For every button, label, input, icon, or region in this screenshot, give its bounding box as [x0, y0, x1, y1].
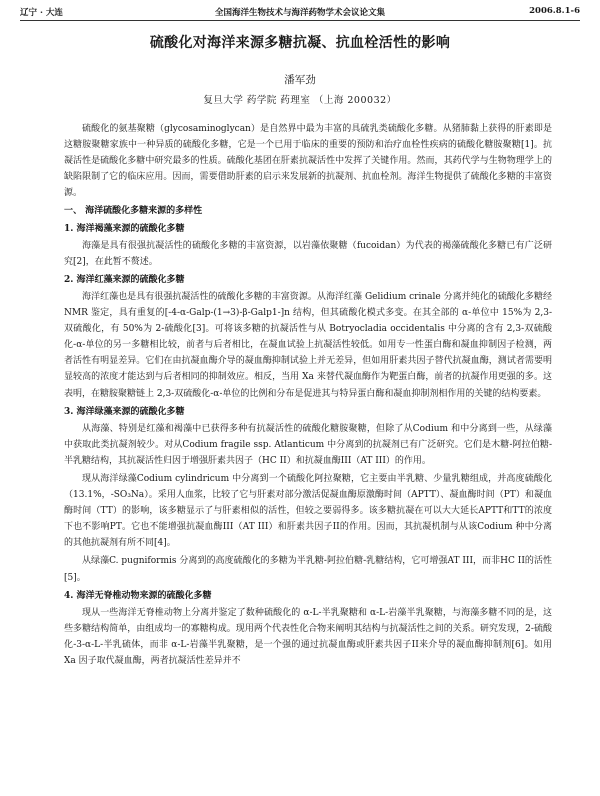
- article-body: [64, 121, 552, 671]
- header-conference: 全国海洋生物技术与海洋药物学术会议论文集: [214, 8, 385, 18]
- paragraph: 从绿藻C. pugniformis 分离到的高度硫酸化的多糖为半乳糖-阿拉伯糖-乳糖结构，它可增强AT III，而非HC II的活性[5]。: [64, 556, 552, 583]
- header-left: 辽宁 · 大连: [20, 8, 63, 18]
- subsection-heading: 3. 海洋绿藻来源的硫酸化多糖: [64, 406, 185, 417]
- author: 潘军劲: [284, 74, 316, 86]
- subsection-heading: 1. 海洋褐藻来源的硫酸化多糖: [64, 223, 185, 234]
- paragraph: 海洋红藻也是具有很强抗凝活性的硫酸化多糖的丰富资源。从海洋红藻 Gelidium crinale 分离并纯化的硫酸化多糖经 NMR 鉴定，具有重复的[-4-α-Galp-(1→3)-β-Galp1-]n 结构，但其硫酸化模式多变。在其全部的 α-单位中 15%为 2,3-双硫酸化，有 50%为 2-硫酸化[3]。可将该多糖的抗凝活性与从 Botryocladia occidentalis 中分离的含有 2,3-双硫酸化-α-单位的另一多糖相比较，前者与后者相比，在凝血试验上抗凝活性较低。如用专一性蛋白酶和凝血抑制因子检测，两者活性有明显差异。它们在由抗凝血酶介导的凝血酶抑制试验上并无差异，但如用肝素共因子替代抗凝血酶，测试者需要明显较高的浓度才能达到与后者相同的抑制效应。相反，当用 Xa 来替代凝血酶作为靶蛋白酶，前者的抗凝作用更强的多。这表明，在糖胺聚糖链上 2,3-双硫酸化-α-单位的比例和分布是促进其与特异蛋白酶和凝血抑制剂相作用的关键的结构要素。: [64, 291, 552, 399]
- running-header: [20, 4, 580, 21]
- section-heading: 一、 海洋硫酸化多糖来源的多样性: [64, 206, 203, 217]
- paper-title: 硫酸化对海洋来源多糖抗凝、抗血栓活性的影响: [149, 35, 451, 51]
- subsection-heading: 4. 海洋无脊椎动物来源的硫酸化多糖: [64, 590, 212, 601]
- paragraph: 海藻是具有很强抗凝活性的硫酸化多糖的丰富资源，以岩藻依聚糖（fucoidan）为代表的褐藻硫酸化多糖已有广泛研究[2]，在此暂不赘述。: [64, 240, 552, 267]
- paragraph: 现从一些海洋无脊椎动物上分离并鉴定了数种硫酸化的 α-L-半乳聚糖和 α-L-岩藻半乳聚糖，与海藻多糖不同的是，这些多糖结构简单，由组成均一的寡糖构成。现用两个代表性化合物来阐明其结构与抗凝活性之间的关系。研究发现，2-硫酸化-3-α-L-半乳硫体，而非 α-L-岩藻半乳聚糖，是一个强的通过抗凝血酶或肝素共因子II来介导的凝血酶抑制剂[6]。如用 Xa 因子取代凝血酶，两者抗凝活性差异并不: [64, 607, 552, 666]
- affiliation: 复旦大学 药学院 药理室 （上海 200032）: [203, 95, 397, 106]
- header-date: 2006.8.1-6: [529, 6, 580, 16]
- intro-paragraph: 硫酸化的氨基聚糖（glycosaminoglycan）是自然界中最为丰富的具硫乳类硫酸化多糖。从猪肺黏上获得的肝素即是这糖胺聚糖家族中一种异质的硫酸化多糖，它是一个已用于临床的重要的预防和治疗血栓性疾病的硫酸化糖胺聚糖[1]。抗凝活性是硫酸化多糖中研究最多的性质。硫酸化基团在肝素抗凝活性中发挥了关键作用。然而，其药代学与生物物理学上的缺陷限制了它的临床应用。因而，需要借助肝素的启示来发展新的抗凝剂、抗血栓剂。海洋生物提供了硫酸化多糖的丰富资源。: [64, 124, 552, 199]
- subsection-heading: 2. 海洋红藻来源的硫酸化多糖: [64, 274, 185, 285]
- paragraph: 现从海洋绿藻Codium cylindricum 中分离到一个硫酸化阿拉聚糖，它主要由半乳糖、少量乳糖组成，并高度硫酸化（13.1%，-SO₃Na）。采用人血浆，比较了它与肝素对部分激活促凝血酶原激酶时间（APTT）、凝血酶时间（PT）和凝血酶时间（TT）的影响，该多糖显示了与肝素相似的活性，但较之要弱得多。该多糖抗凝在可以大大延长APTT和TT的浓度下也不影响PT。它也不能增强抗凝血酶III（AT III）和肝素共因子II的作用。因而，其抗凝机制与从该Codium 种中分离的其他抗凝剂有所不同[4]。: [64, 473, 552, 549]
- paragraph: 从海藻、特别是红藻和褐藻中已获得多种有抗凝活性的硫酸化糖胺聚糖，但除了从Codium 和中分离到一些，从绿藻中获取此类抗凝剂较少。对从Codium fragile ssp. Atlanticum 中分离到的抗凝剂已有广泛研究。它们是木糖-阿拉伯糖-半乳糖结构，其抗凝活性归因于增强肝素共因子（HC II）和抗凝血酶III（AT III）的作用。: [64, 423, 552, 466]
